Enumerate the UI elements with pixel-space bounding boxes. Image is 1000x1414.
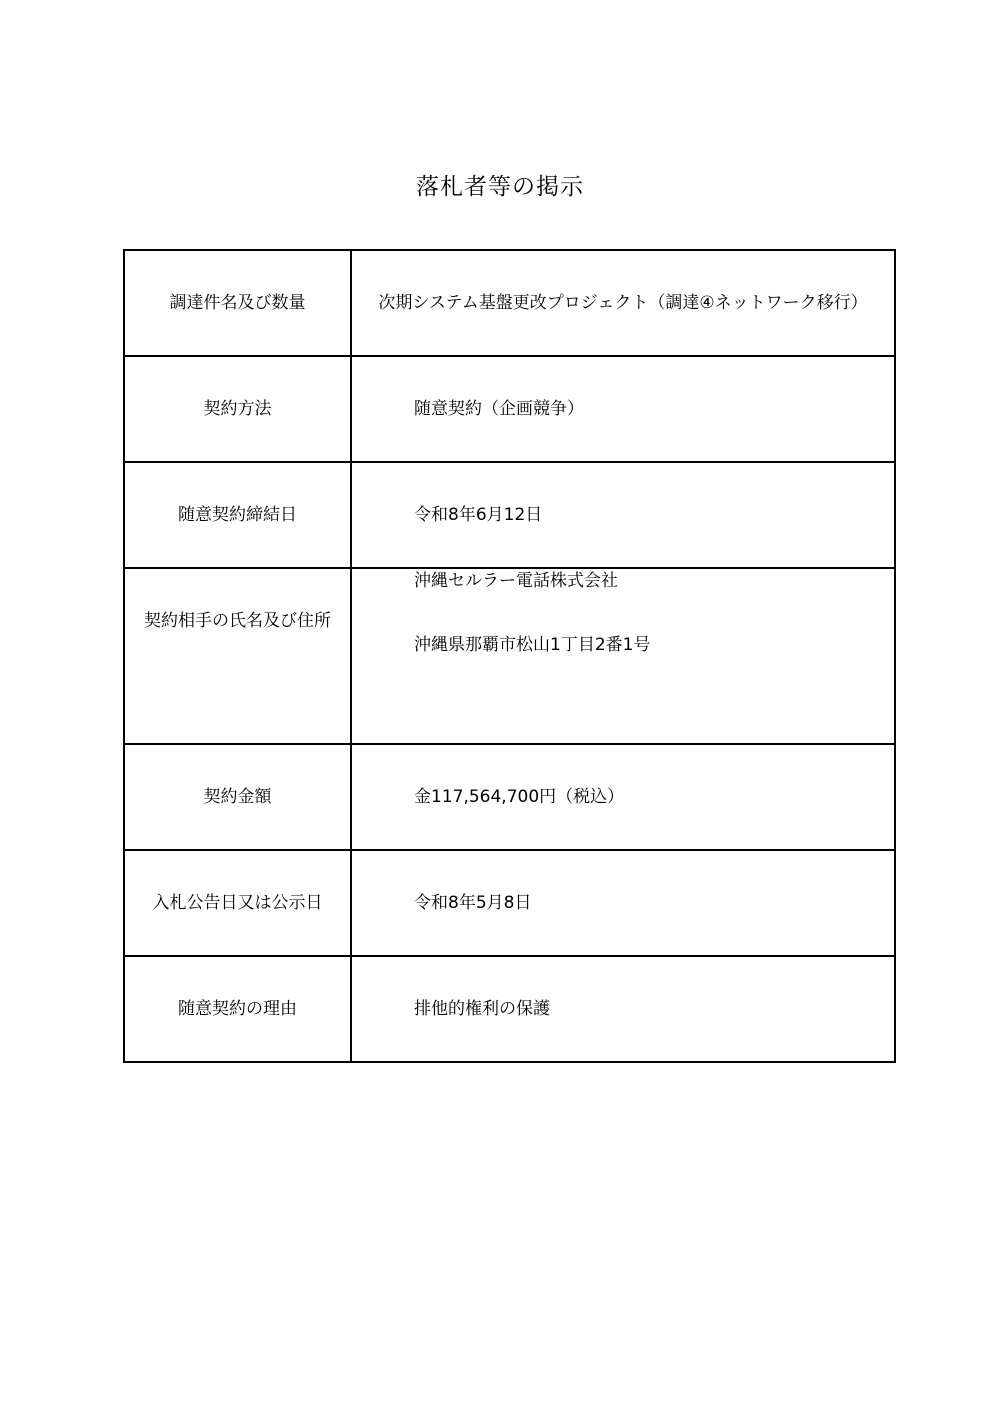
row-value-contract-date: 令和8年6月12日 (351, 462, 895, 568)
row-label-contract-date: 随意契約締結日 (124, 462, 351, 568)
row-label-contract-amount: 契約金額 (124, 744, 351, 850)
row-value-announcement-date: 令和8年5月8日 (351, 850, 895, 956)
contractor-address: 沖縄県那覇市松山1丁目2番1号 (414, 635, 651, 655)
row-value-contract-method: 随意契約（企画競争） (351, 356, 895, 462)
row-label-procurement-item: 調達件名及び数量 (124, 250, 351, 356)
table-row (124, 744, 895, 850)
table-row (124, 356, 895, 462)
table-row (124, 850, 895, 956)
row-value-procurement-item: 次期システム基盤更改プロジェクト（調達④ネットワーク移行） (351, 250, 895, 356)
row-label-contractor: 契約相手の氏名及び住所 (124, 568, 351, 744)
page-title: 落札者等の掲示 (416, 174, 584, 200)
contractor-name: 沖縄セルラー電話株式会社 (414, 571, 618, 591)
award-notice-table (123, 249, 896, 1063)
row-label-reason: 随意契約の理由 (124, 956, 351, 1062)
row-label-contract-method: 契約方法 (124, 356, 351, 462)
row-value-reason: 排他的権利の保護 (351, 956, 895, 1062)
table-row (124, 462, 895, 568)
row-label-announcement-date: 入札公告日又は公示日 (124, 850, 351, 956)
table-row (124, 956, 895, 1062)
table-row (124, 250, 895, 356)
row-value-contractor (351, 568, 895, 744)
table-row (124, 568, 895, 744)
row-value-contract-amount: 金117,564,700円（税込） (351, 744, 895, 850)
